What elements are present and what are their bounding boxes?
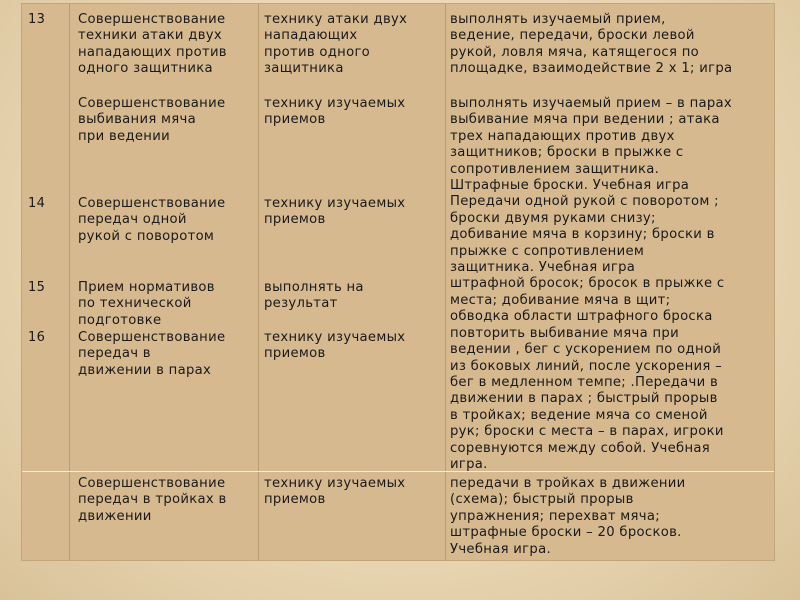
column-divider bbox=[69, 4, 70, 560]
lesson-content: технику изучаемых приемов bbox=[264, 96, 406, 128]
lesson-task: передачи в тройках в движении (схема); быстрый прорыв упражнения; перехват мяча; штрафные броски – 20 бросков. Учебная игра. bbox=[450, 476, 686, 557]
lesson-content: технику изучаемых приемов bbox=[264, 196, 406, 228]
lesson-topic: Прием нормативов по технической подготовке bbox=[78, 280, 215, 328]
lesson-topic: Совершенствование передач в тройках в движении bbox=[78, 476, 227, 524]
lesson-topic: Совершенствование передач в движении в парах bbox=[78, 330, 226, 378]
lesson-content: технику изучаемых приемов bbox=[264, 330, 406, 362]
row-number: 15 bbox=[28, 280, 46, 295]
lesson-topic: Совершенствование передач одной рукой с поворотом bbox=[78, 196, 226, 244]
lesson-topic: Совершенствование техники атаки двух нападающих против одного защитника bbox=[78, 12, 227, 77]
lesson-content: технику изучаемых приемов bbox=[264, 476, 406, 508]
row-number: 14 bbox=[28, 196, 46, 211]
lesson-task: выполнять изучаемый прием – в парах выбивание мяча при ведении ; атака трех нападающих против двух защитников; броски в прыжке с сопротивлением защитника. Штрафные броски. Учебная игра Передачи одной рукой с поворотом ; броски двумя руками снизу; добивание мяча в корзину; броски в прыжке с сопротивлением защитника. Учебная игра штрафной бросок; бросок в прыжке с места; добивание мяча в щит; обводка области штрафного броска повторить выбивание мяча при ведении , бег с ускорением по одной из боковых линий, после ускорения – бег в медленном темпе; .Передачи в движении в парах ; быстрый прорыв в тройках; ведение мяча со сменой рук; броски с места – в парах, игроки соревнуются между собой. Учебная игра. bbox=[450, 96, 733, 472]
row-number: 13 bbox=[28, 12, 46, 27]
lesson-plan-table bbox=[22, 4, 774, 560]
row-number: 16 bbox=[28, 330, 46, 345]
lesson-topic: Совершенствование выбивания мяча при ведении bbox=[78, 96, 226, 144]
lesson-task: выполнять изучаемый прием, ведение, передачи, броски левой рукой, ловля мяча, катящегося по площадке, взаимодействие 2 х 1; игра bbox=[450, 12, 733, 77]
lesson-content: технику атаки двух нападающих против одного защитника bbox=[264, 12, 408, 77]
lesson-content: выполнять на результат bbox=[264, 280, 364, 312]
